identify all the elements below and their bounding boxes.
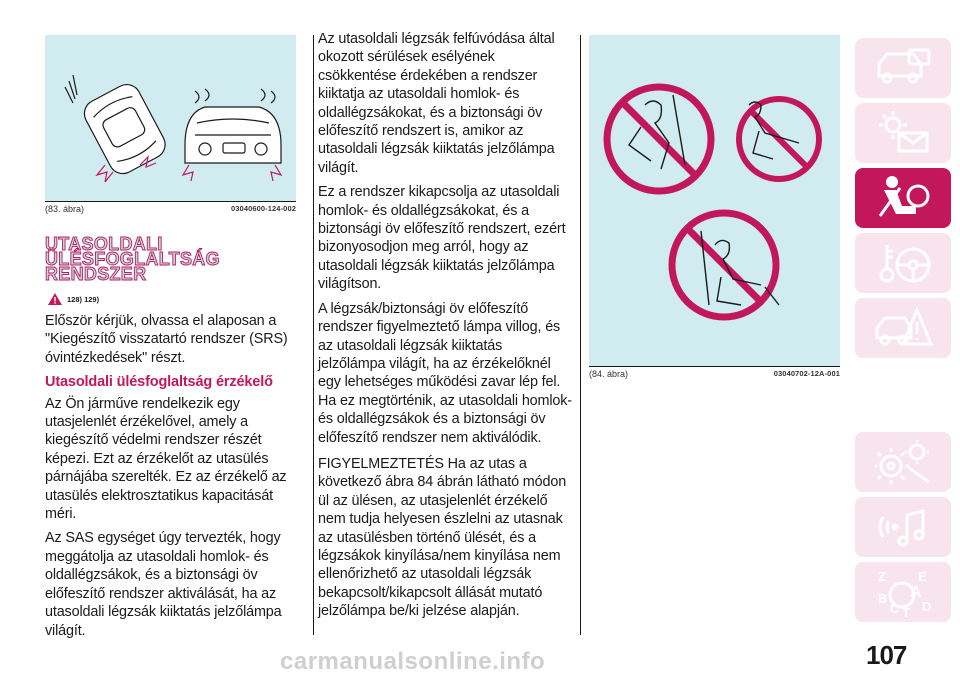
side-tab-warning-lights[interactable]: [855, 103, 951, 163]
section-heading-line-3: RENDSZER: [45, 264, 147, 284]
figure-84: [589, 35, 840, 367]
side-tab-airbag-safety[interactable]: [855, 168, 951, 228]
index-letters-icon: [870, 565, 936, 619]
column-2-paragraph-4: FIGYELMEZTETÉS Ha az utas a következő ábra 84 ábrán látható módon ül az ülésen, az utasjelenlét érzékelő nem tudja helyesen észlelni az utasnak az utasülésben történő ülését, és a légzsákok kinyílása/nem kinyílása nem ellenőrizhető az utasoldali légzsák bekapcsolt/kikapcsolt állását mutató jelzőlámpa be/ki jelzése alapján.: [318, 455, 567, 620]
figure-84-code: 03040702-12A-001: [773, 369, 840, 378]
warning-lights-icon: [873, 109, 933, 157]
svg-text:D: D: [922, 599, 932, 614]
side-tab-index[interactable]: [855, 562, 951, 622]
column-2-text: [318, 30, 573, 627]
side-tab-starting-driving[interactable]: [855, 233, 951, 293]
column-2-paragraph-3: A légzsák/biztonsági öv előfeszítő rendszer figyelmeztető lámpa villog, és az utasoldali légzsák kiiktatás jelzőlámpa világít, ha az érzékelőknél egy lehetséges működési zavar lép fel. Ha ez megtörténik, az utasoldali homlok- és oldallégzsákok és a biztonsági öv előfeszítő rendszer nem aktiválódik.: [318, 300, 572, 446]
intro-paragraph: Először kérjük, olvassa el alaposan a "Kiegészítő visszatartó rendszer (SRS) óvintézkedések" részt.: [45, 313, 288, 366]
svg-text:A: A: [910, 584, 922, 601]
figure-84-caption: [589, 369, 840, 379]
maintenance-gears-icon: [873, 438, 933, 486]
warning-refs: 128) 129): [67, 294, 100, 304]
svg-text:B: B: [878, 591, 888, 606]
ignition-key-steering-icon: [873, 239, 933, 287]
emergency-breakdown-icon: [873, 304, 933, 352]
column-1-paragraph-1: Az Ön járműve rendelkezik egy utasjelenlét érzékelővel, amely a kiegészítő védelmi rendszer részét képezi. Ezt az érzékelőt az utasülés párnájába szerelték. Ez az érzékelő az utasülés elektrosztatikus kapacitását méri.: [45, 395, 287, 523]
figure-84-label: (84. ábra): [589, 369, 629, 379]
svg-text:E: E: [918, 569, 927, 584]
figure-83-caption: [45, 204, 296, 214]
warning-reference: [48, 293, 99, 305]
side-tab-dashboard[interactable]: [855, 38, 951, 98]
svg-text:Z: Z: [878, 569, 886, 584]
figure-83-code: 03040600-124-002: [231, 204, 296, 213]
svg-text:T: T: [902, 605, 910, 619]
page-number: 107: [866, 640, 907, 670]
column-divider-2: [580, 35, 581, 635]
column-1-paragraph-2: Az SAS egységet úgy tervezték, hogy meggátolja az utasoldali homlok- és oldallégzsákok, és a biztonsági öv előfeszítő rendszer aktiválását, ha az utasoldali légzsák kiiktatás jelzőlámpa világít.: [45, 530, 282, 639]
rollover-cars-illustration: [45, 35, 296, 201]
wrong-seating-positions-illustration: [589, 35, 840, 366]
section-heading-line-2: ÜLÉSFOGLALTSÁG: [45, 249, 220, 269]
warning-triangle-icon: [48, 293, 62, 305]
column-divider-1: [313, 35, 314, 635]
airbag-seatbelt-icon: [872, 174, 934, 222]
svg-text:C: C: [890, 601, 900, 616]
figure-83: [45, 35, 296, 202]
column-1-text: [45, 312, 300, 646]
section-heading: [45, 234, 305, 284]
side-tab-emergency[interactable]: [855, 298, 951, 358]
figure-83-label: (83. ábra): [45, 204, 85, 214]
multimedia-icon: [873, 503, 933, 551]
watermark: carmanualsonline.info: [280, 648, 546, 675]
column-2-paragraph-1: Az utasoldali légzsák felfúvódása által okozott sérülések esélyének csökkentése érdekében a rendszer kiiktatja az utasoldali homlok- és oldallégzsákokat, és a biztonsági öv előfeszítő rendszert is, amikor az utasoldali légzsák kiiktatás jelzőlámpa világít.: [318, 31, 555, 176]
column-2-paragraph-2: Ez a rendszer kikapcsolja az utasoldali homlok- és oldallégzsákokat, és a biztonsági öv előfeszítő rendszert, ezért bizonyosodjon meg arról, hogy az utasoldali légzsák kiiktatás jelzőlámpa világítson.: [318, 184, 566, 293]
side-tab-multimedia[interactable]: [855, 497, 951, 557]
section-heading-line-1: UTASOLDALI: [45, 234, 163, 254]
side-tab-maintenance[interactable]: [855, 432, 951, 492]
car-dashboard-icon: [873, 46, 933, 90]
subheading: Utasoldali ülésfoglaltság érzékelő: [45, 374, 273, 391]
